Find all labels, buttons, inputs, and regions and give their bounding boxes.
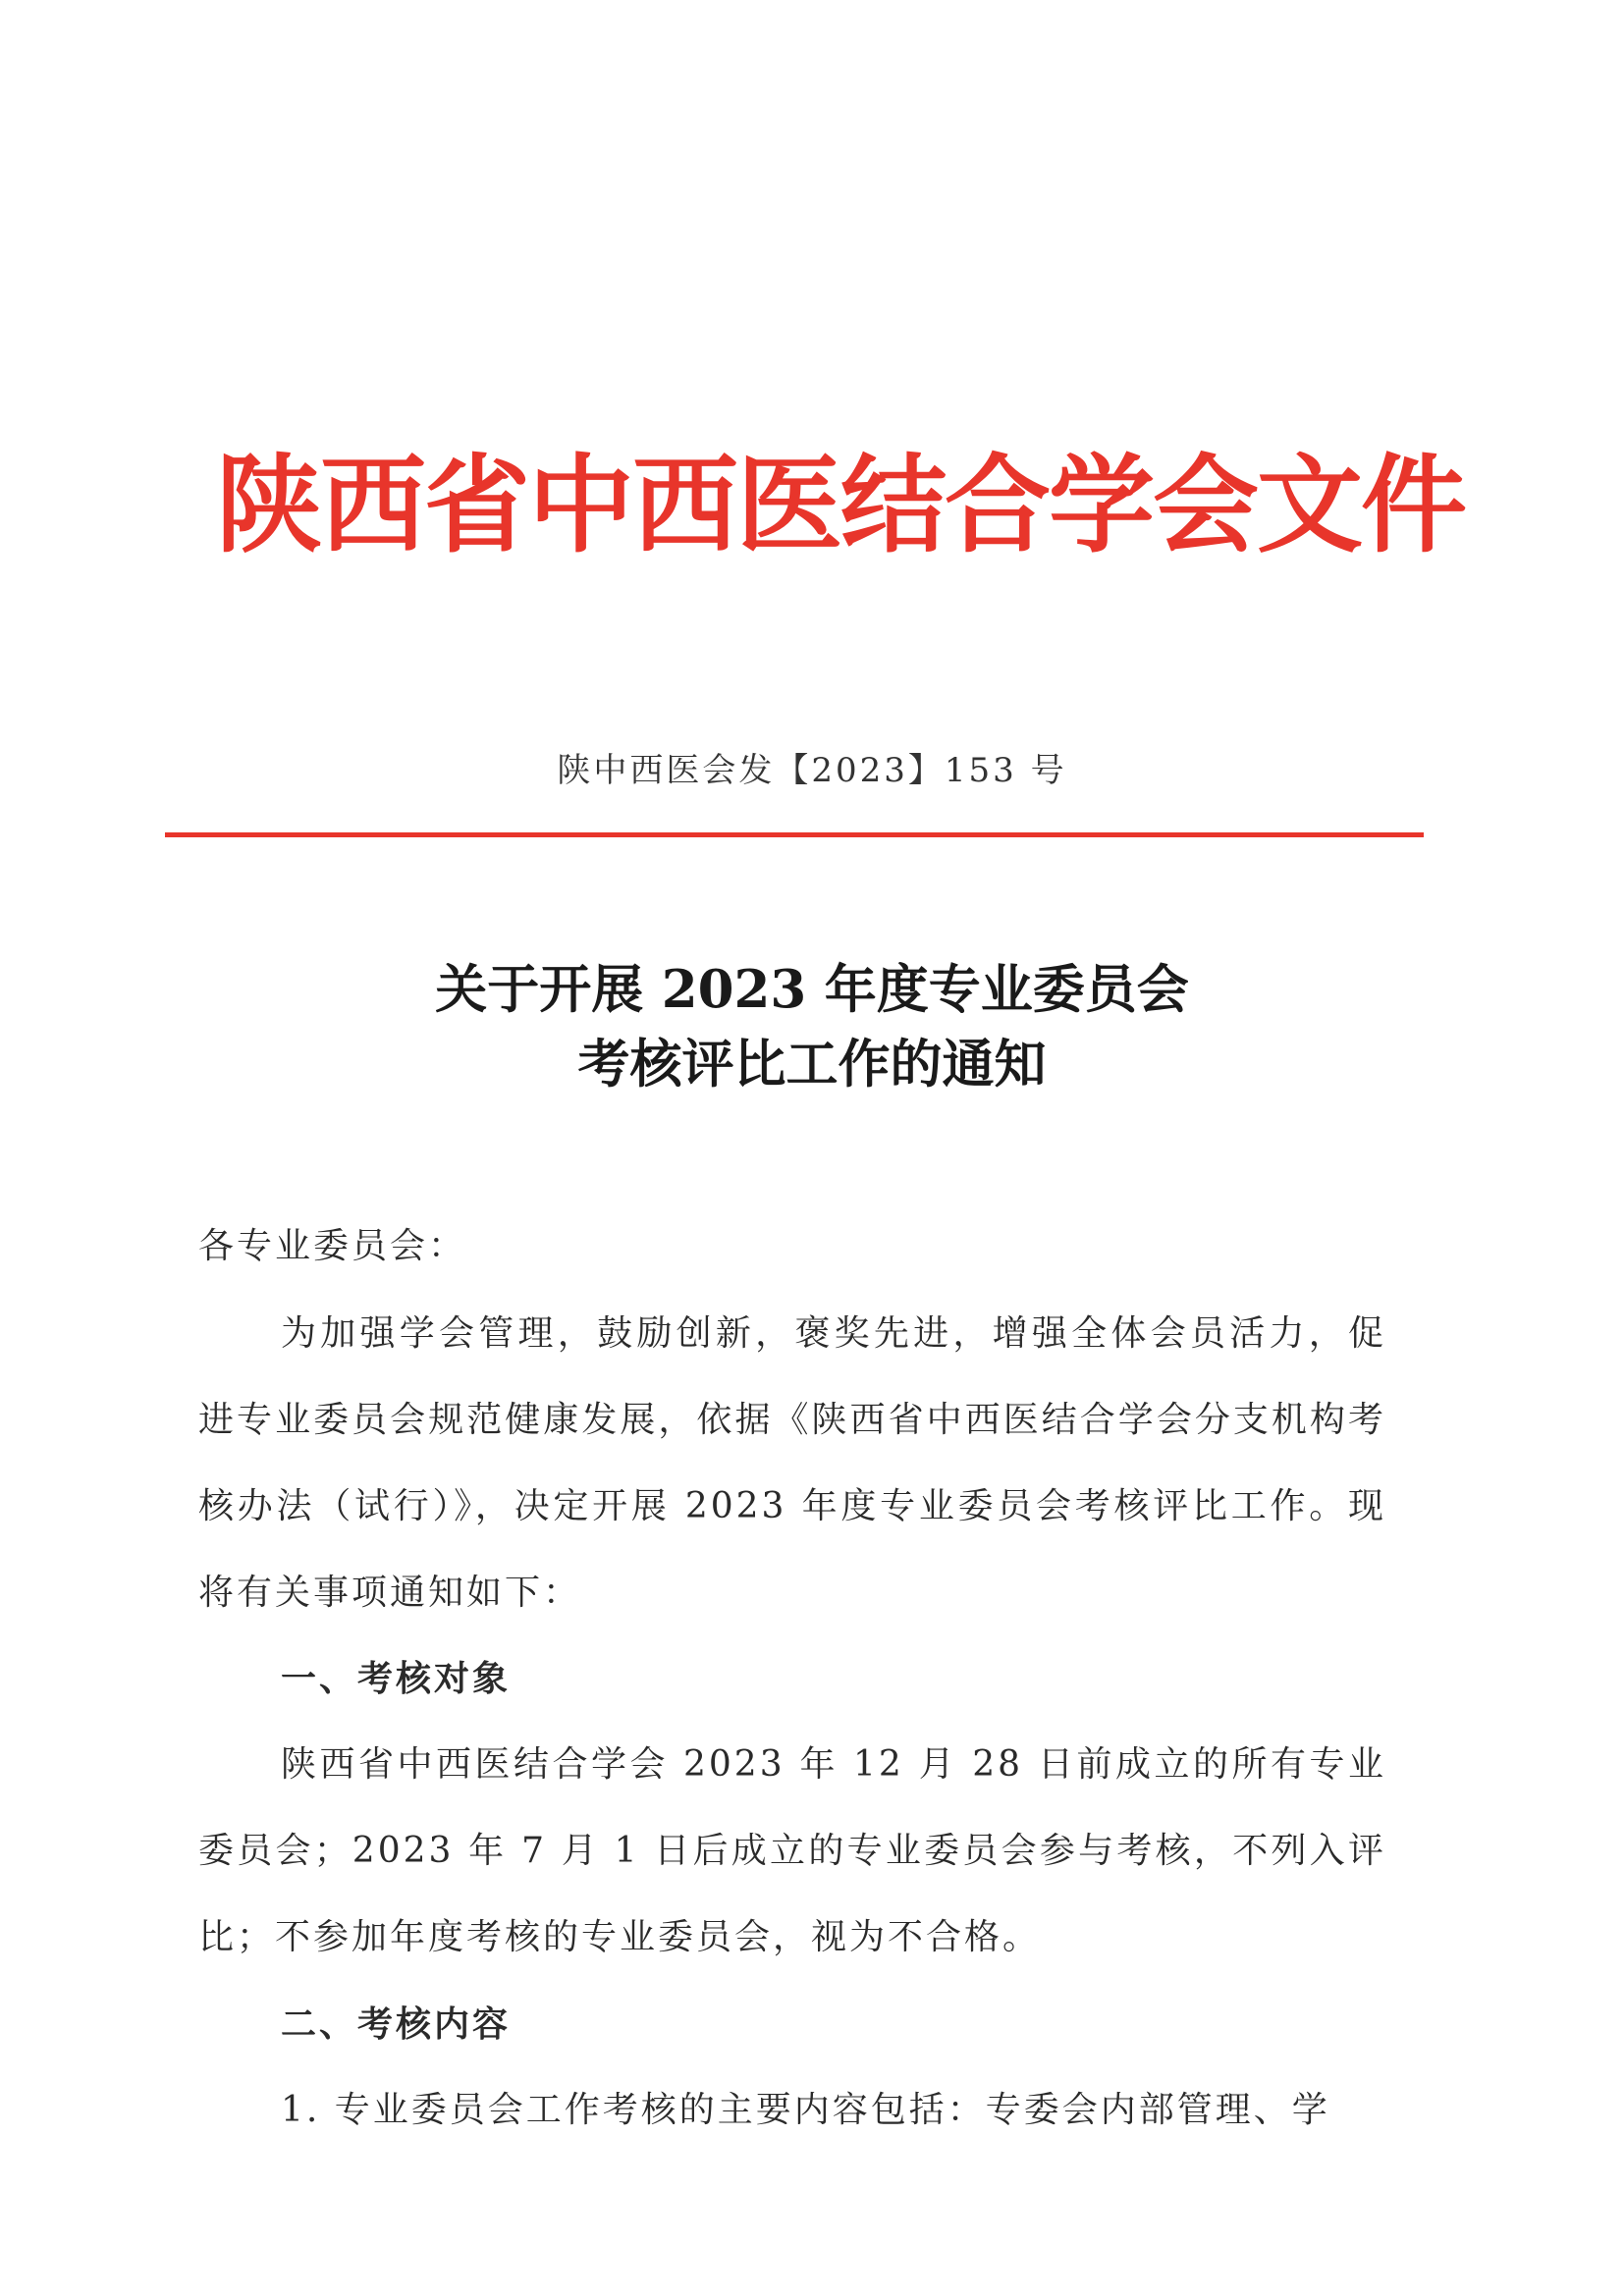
intro-paragraph: 为加强学会管理，鼓励创新，褒奖先进，增强全体会员活力，促进专业委员会规范健康发展，依据《陕西省中西医结合学会分支机构考核办法（试行）》，决定开展 2023 年度专业委员会考核评比工作。现将有关事项通知如下： [198,1313,1386,1613]
section-heading-1: 一、考核对象 [281,1658,512,1699]
notice-title-line-2: 考核评比工作的通知 [577,1034,1047,1095]
notice-title [0,952,1624,1101]
section-heading-2: 二、考核内容 [281,2003,512,2045]
salutation: 各专业委员会： [198,1226,467,1266]
notice-title-line-1: 关于开展 2023 年度专业委员会 [435,959,1189,1020]
masthead-title: 陕西省中西医结合学会文件 [216,444,1466,567]
section-1-paragraph: 陕西省中西医结合学会 2023 年 12 月 28 日前成立的所有专业委员会；2023 年 7 月 1 日后成立的专业委员会参与考核，不列入评比；不参加年度考核的专业委员会，视为不合格。 [198,1744,1386,1957]
red-divider-line [165,832,1424,837]
section-2-item-1: 1. 专业委员会工作考核的主要内容包括：专委会内部管理、学 [281,2090,1330,2130]
document-number: 陕中西医会发【2023】153 号 [557,751,1067,790]
